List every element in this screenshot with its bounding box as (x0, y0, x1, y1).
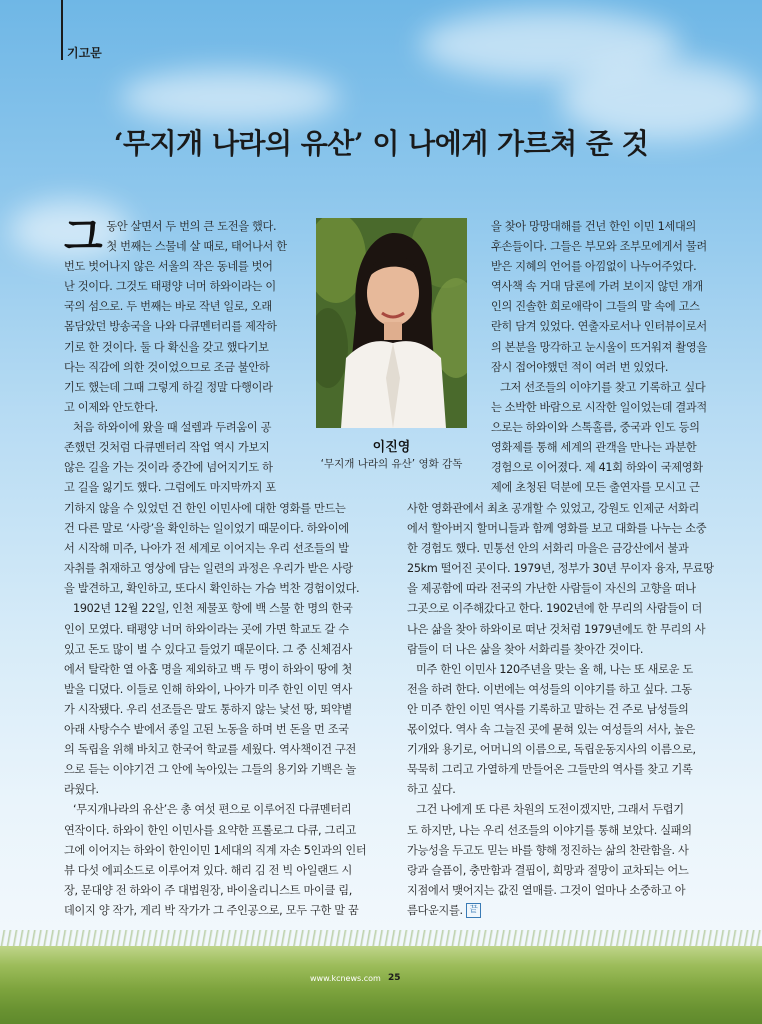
text-line: 묵묵히 그리고 가열하게 만들어온 그들만의 역사를 찾고 기록 (407, 763, 693, 777)
text-line: 경험으로 이어졌다. 제 41회 하와이 국제영화 (491, 461, 703, 475)
text-line: 지점에서 맺어지는 값진 열매를. 그것이 얼마나 소중하고 아 (407, 883, 686, 897)
text-line: 을 제공함에 따라 전국의 가난한 사람들이 자신의 고향을 떠나 (407, 582, 696, 596)
text-line: 처음 하와이에 왔을 때 설렘과 두려움이 공 (73, 420, 272, 434)
text-line: 하고 싶다. (407, 783, 456, 797)
text-line: 장, 문대양 전 하와이 주 대법원장, 바이올리니스트 마이클 림, (64, 883, 352, 897)
text-line: 을 찾아 망망대해를 건넌 한인 이민 1세대의 (491, 220, 696, 233)
text-line: 인이 모였다. 태평양 너머 하와이라는 곳에 가면 학교도 갈 수 (64, 622, 349, 636)
text-line: 라웠다. (64, 783, 99, 797)
text-line: 존했던 것처럼 다큐멘터리 작업 역시 가보지 (64, 441, 270, 455)
page-number: 25 (388, 973, 401, 983)
author-name: 이진영 (372, 440, 411, 455)
text-line: 잠시 접어야했던 적이 여러 번 있었다. (491, 360, 669, 374)
text-line: 번도 벗어나지 않은 서울의 작은 동네를 벗어 (64, 260, 273, 274)
section-label: 기고문 (67, 46, 102, 60)
column-1-lower (64, 499, 389, 921)
grass-field (0, 946, 762, 1024)
text-line: 1902년 12월 22일, 인천 제물포 항에 백 스물 한 명의 한국 (73, 602, 353, 616)
footer-site: www.kcnews.com (310, 974, 381, 983)
text-line: 으로는 하와이와 스톡홀름, 중국과 인도 등의 (491, 420, 700, 434)
text-line: 의 독립을 위해 바치고 한국어 학교를 세웠다. 역사책이건 구전 (64, 743, 356, 757)
text-line: 그건 나에게 또 다른 차원의 도전이겠지만, 그래서 두렵기 (416, 803, 684, 817)
text-line: 안 미주 한인 이민 역사를 기록하고 말하는 건 주로 남성들의 (407, 702, 689, 716)
text-line: ‘무지개나라의 유산’은 총 여섯 편으로 이루어진 다큐멘터리 (73, 803, 352, 817)
text-line: 그곳으로 이주해갔다고 한다. 1902년에 한 무리의 사람들이 더 (407, 602, 702, 616)
end-mark-icon: 끝 (466, 903, 481, 918)
text-line: 람들이 더 나은 삶을 찾아 서화리를 찾아간 것이다. (407, 642, 644, 656)
text-line: 사한 영화관에서 최초 공개할 수 있었고, 강원도 인제군 서화리 (407, 502, 699, 515)
text-line: 건 다른 말로 ‘사랑’을 확인하는 일이었기 때문이다. 하와이에 (64, 522, 349, 536)
text-line: 전을 하려 한다. 이번에는 여성들의 이야기를 하고 싶다. 그동 (407, 682, 692, 696)
article-title: ‘무지개 나라의 유산’ 이 나에게 가르쳐 준 것 (113, 127, 649, 160)
text-line: 서 시작해 미주, 나아가 전 세계로 이어지는 우리 선조들의 발 (64, 542, 349, 556)
cloud (120, 70, 340, 125)
text-line: 기도 했는데 그때 그렇게 하길 정말 다행이라 (64, 380, 273, 394)
text-line: 25km 떨어진 곳이다. 1979년, 정부가 30년 무이자 융자, 무료땅 (407, 562, 714, 576)
text-line: 난 것이다. 그것도 태평양 너머 하와이라는 이 (64, 280, 276, 294)
text-line: 몸담았던 방송국을 나와 다큐멘터리를 제작하 (64, 320, 277, 334)
text-line: 뷰 다섯 에피소드로 이루어져 있다. 해리 김 전 빅 아일랜드 시 (64, 863, 352, 877)
text-line: 않은 길을 가는 것이라 중간에 넘어지기도 하 (64, 461, 273, 475)
text-line: 연작이다. 하와이 한인 이민사를 요약한 프롤로그 다큐, 그리고 (64, 823, 356, 837)
text-line: 랑과 슬픔이, 충만함과 결핍이, 희망과 절망이 교차되는 어느 (407, 863, 689, 877)
text-line: 나은 삶을 찾아 하와이로 떠난 것처럼 1979년에도 한 무리의 사 (407, 622, 706, 636)
text-line: 기하지 않을 수 있었던 건 한인 이민사에 대한 영화를 만드는 (64, 502, 346, 515)
text-line: 있고 돈도 많이 벌 수 있다고 들었기 때문이다. 그 중 신체검사 (64, 642, 352, 656)
text-line: 기개와 용기로, 어머니의 이름으로, 독립운동지사의 이름으로, (407, 743, 696, 757)
text-line: 첫 번째는 스물네 살 때로, 태어나서 한 (106, 240, 287, 254)
text-line: 역사책 속 거대 담론에 가려 보이지 않던 개개 (491, 280, 703, 294)
text-line: 란히 담겨 있었다. 연출자로서나 인터뷰이로서 (491, 320, 707, 334)
text-line: 동안 살면서 두 번의 큰 도전을 했다. (106, 220, 277, 233)
text-line: 름다운지를. (407, 903, 463, 917)
text-line: 도 하지만, 나는 우리 선조들의 이야기를 통해 보았다. 실패의 (407, 823, 692, 837)
text-line: 미주 한인 이민사 120주년을 맞는 올 해, 나는 또 새로운 도 (416, 662, 693, 676)
text-line: 국의 섬으로. 두 번째는 바로 작년 일로, 오래 (64, 300, 272, 314)
text-line: 에서 할아버지 할머니들과 함께 영화를 보고 대화를 나누는 소중 (407, 522, 707, 536)
text-line: 제에 초청된 덕분에 모든 출연자를 모시고 근 (491, 481, 700, 495)
author-photo (316, 218, 467, 428)
text-line: 그에 이어지는 하와이 한인이민 1세대의 직계 자손 5인과의 인터 (64, 843, 367, 857)
text-line: 그저 선조들의 이야기를 찾고 기록하고 싶다 (500, 380, 706, 394)
text-line: 인의 진솔한 희로애락이 그들의 말 속에 고스 (491, 300, 700, 314)
text-line: 받은 지혜의 언어를 아낌없이 나누어주었다. (491, 260, 697, 274)
text-line: 기로 한 것이다. 둘 다 확신을 갖고 했다기보 (64, 340, 269, 354)
section-rule (61, 0, 63, 60)
text-line: 으로 듣는 이야기건 그 안에 녹아있는 그들의 용기와 기백은 놀 (64, 763, 356, 777)
column-2-lower (407, 499, 717, 921)
text-line: 몫이었다. 역사 속 그늘진 곳에 묻혀 있는 여성들의 서사, 높은 (407, 723, 695, 737)
text-line: 다는 직감에 의한 것이었으므로 조금 불안하 (64, 360, 270, 374)
text-line: 가능성을 두고도 믿는 바를 향해 정진하는 삶의 찬란함을. 사 (407, 843, 689, 857)
text-line: 발을 디뎠다. 이들로 인해 하와이, 나아가 미주 한인 이민 역사 (64, 682, 352, 696)
text-line: 데이지 양 작가, 게리 박 작가가 그 주인공으로, 모두 구한 말 꿈 (64, 903, 359, 917)
text-line: 의 본분을 망각하고 눈시울이 뜨거워져 촬영을 (491, 340, 707, 354)
column-1 (64, 213, 304, 498)
text-line: 에서 탈락한 열 아홉 명을 제외하고 백 두 명이 하와이 땅에 첫 (64, 662, 352, 676)
text-line: 한 경험도 했다. 민통선 안의 서화리 마을은 금강산에서 불과 (407, 542, 689, 556)
text-line-last (407, 901, 717, 921)
text-line: 는 소박한 바람으로 시작한 일이었는데 결과적 (491, 400, 707, 414)
text-line: 을 발견하고, 확인하고, 또다시 확인하는 가슴 벅찬 경험이었다. (64, 582, 360, 596)
text-line: 아래 사탕수수 밭에서 종일 고된 노동을 하며 번 돈을 먼 조국 (64, 723, 349, 737)
drop-cap: 그 (64, 213, 103, 260)
text-line: 고 이제와 안도한다. (64, 400, 158, 414)
text-line: 고 길을 잃기도 했다. 그럼에도 마지막까지 포 (64, 481, 276, 495)
portrait-illustration (316, 218, 467, 428)
text-line: 자취를 취재하고 영상에 담는 일련의 과정은 우리가 받은 사랑 (64, 562, 353, 576)
column-3 (491, 217, 716, 498)
text-line: 영화제를 통해 세계의 관객을 만나는 과분한 (491, 441, 697, 455)
text-line: 후손들이다. 그들은 부모와 조부모에게서 물려 (491, 240, 707, 254)
text-line: 가 시작됐다. 우리 선조들은 말도 통하지 않는 낯선 땅, 뙤약볕 (64, 702, 352, 716)
author-role: ‘무지개 나라의 유산’ 영화 감독 (320, 458, 463, 470)
